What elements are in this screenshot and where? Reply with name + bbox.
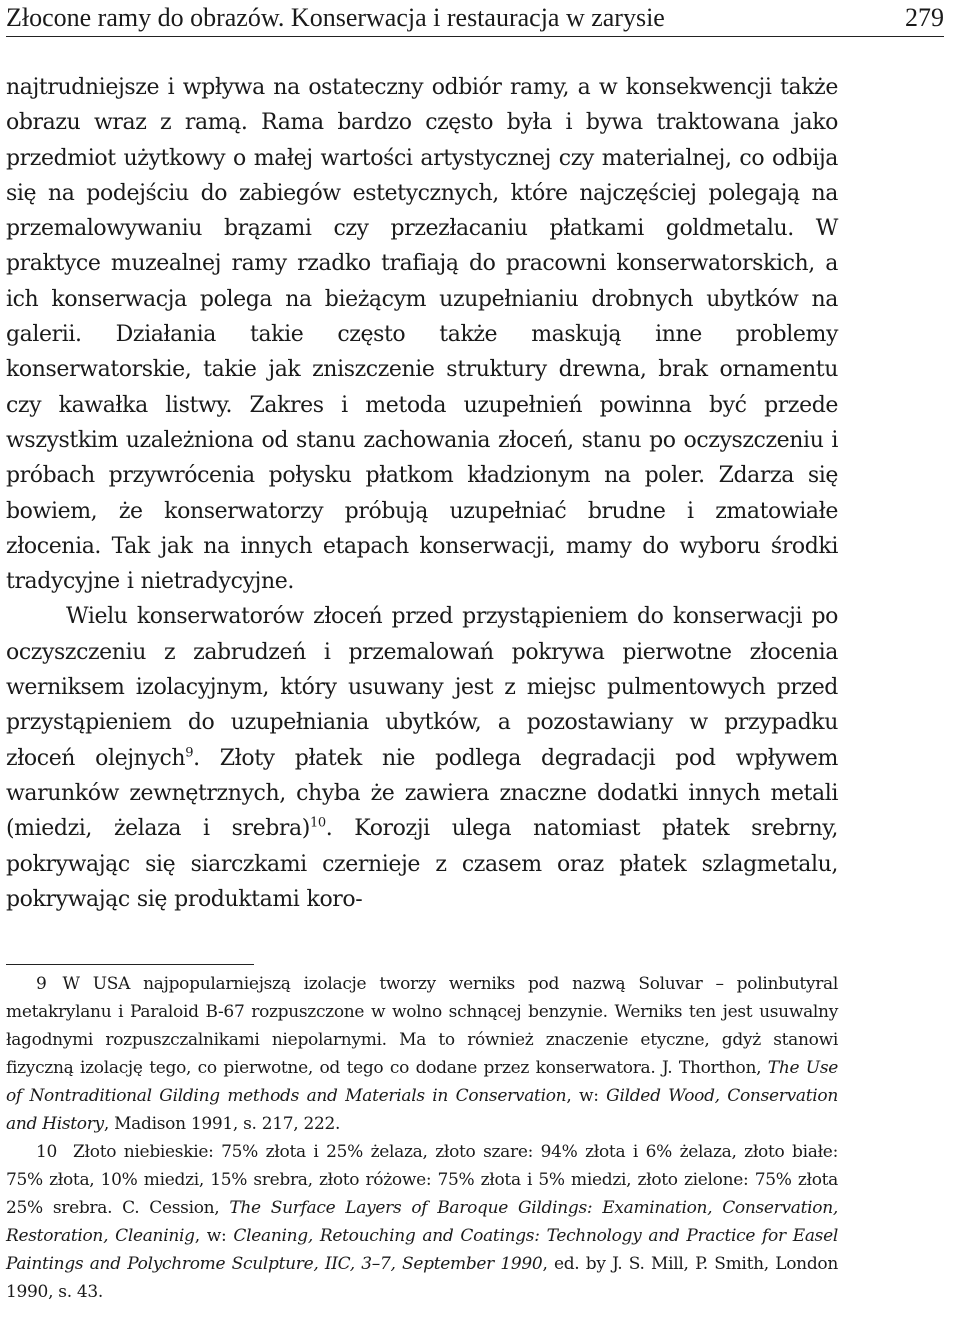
paragraph-2-part-b: . Złoty płatek nie podlega degradacji pod wpływem warunków zewnętrznych, chyba że zawiera znaczne dodatki innych metali (miedzi, żelaza i srebra) bbox=[6, 745, 838, 842]
paragraph-1: najtrudniejsze i wpływa na ostateczny odbiór ramy, a w konsekwencji także obrazu wraz z ramą. Rama bardzo często była i bywa traktowana jako przedmiot użytkowy o małej wartości artystycznej czy materialnej, co odbija się na podejściu do zabiegów estetycznych, które najczęściej polegają na przemalowywaniu brązami czy przezłacaniu płatkami goldmetalu. W praktyce muzealnej ramy rzadko trafiają do pracowni konserwatorskich, a ich konserwacja polega na bieżącym uzupełnianiu drobnych ubytków na galerii. Działania takie często także maskują inne problemy konserwatorskie, takie jak zniszczenie struktury drewna, brak ornamentu czy kawałka listwy. Zakres i metoda uzupełnień powinna być przede wszystkim uzależniona od stanu zachowania złoceń, stanu po oczyszczeniu i próbach przywrócenia połysku płatkom kładzionym na poler. Zdarza się bowiem, że konserwatorzy próbują uzupełniać brudne i zmatowiałe złocenia. Tak jak na innych etapach konserwacji, mamy do wyboru środki tradycyjne i nietradycyjne. bbox=[6, 75, 838, 595]
page-number: 279 bbox=[905, 3, 944, 32]
footnote-10 bbox=[6, 1138, 838, 1306]
running-header bbox=[6, 0, 944, 37]
footnote-italic-title: The Use of Nontraditional Gilding methods and Materials in Conservation bbox=[6, 1058, 838, 1106]
footnote-text: W USA najpopularniejszą izolacje tworzy werniks pod nazwą Soluvar – polinbutyral metakrylanu i Paraloid B-67 rozpuszczone w wolno schnącej benzynie. Werniks ten jest usuwalny łagodnymi rozpuszczalnikami niepolarnymi. Ma to również znaczenie etyczne, gdyż stanowi fizyczną izolację tego, co pierwotne, od tego co dodane przez konserwatora. J. Thorthon, bbox=[6, 974, 838, 1078]
footnote-text: , w: bbox=[566, 1086, 607, 1106]
footnote-ref-9[interactable]: 9 bbox=[185, 745, 194, 761]
paragraph-2 bbox=[6, 599, 838, 917]
footnote-text: , w: bbox=[194, 1226, 234, 1246]
main-text bbox=[6, 70, 838, 917]
footnote-italic-source: Gilded Wood, Conservation and History bbox=[6, 1086, 838, 1134]
footnote-text: Złoto niebieskie: 75% złota i 25% żelaza, złoto szare: 94% złota i 6% żelaza, złoto białe: 75% złota, 10% miedzi, 15% srebra, złoto różowe: 75% złota i 5% miedzi, złoto zielone: 75% złota 25% srebra. C. Cession, bbox=[6, 1142, 838, 1218]
footnote-separator bbox=[6, 964, 254, 965]
footnote-number: 10 bbox=[36, 1142, 58, 1162]
footnote-ref-10[interactable]: 10 bbox=[309, 815, 326, 831]
footnote-text: , ed. by J. S. Mill, P. Smith, London 1990, s. 43. bbox=[6, 1254, 838, 1302]
footnote-text: , Madison 1991, s. 217, 222. bbox=[103, 1114, 341, 1134]
running-title: Złocone ramy do obrazów. Konserwacja i restauracja w zarysie bbox=[6, 3, 665, 32]
paragraph-2-part-a: Wielu konserwatorów złoceń przed przystąpieniem do konserwacji po oczyszczeniu z zabrudzeń i przemalowań pokrywa pierwotne złocenia werniksem izolacyjnym, który usuwany jest z miejsc pulmentowych przed przystąpieniem do uzupełniania ubytków, a pozostawiany w przypadku złoceń olejnych bbox=[6, 604, 838, 771]
footnote-italic-title: The Surface Layers of Baroque Gildings: Examination, Conservation, Restoration, Cleaninig bbox=[6, 1198, 838, 1246]
paragraph-2-part-c: . Korozji ulega natomiast płatek srebrny, pokrywając się siarczkami czernieje z czasem oraz płatek szlagmetalu, pokrywając się produktami koro- bbox=[6, 816, 838, 912]
footnote-9 bbox=[6, 970, 838, 1138]
footnote-number: 9 bbox=[36, 974, 47, 994]
footnotes bbox=[6, 970, 838, 1306]
footnote-italic-source: Cleaning, Retouching and Coatings: Technology and Practice for Easel Paintings and Polychrome Sculpture, IIC, 3–7, September 1990 bbox=[6, 1226, 838, 1274]
